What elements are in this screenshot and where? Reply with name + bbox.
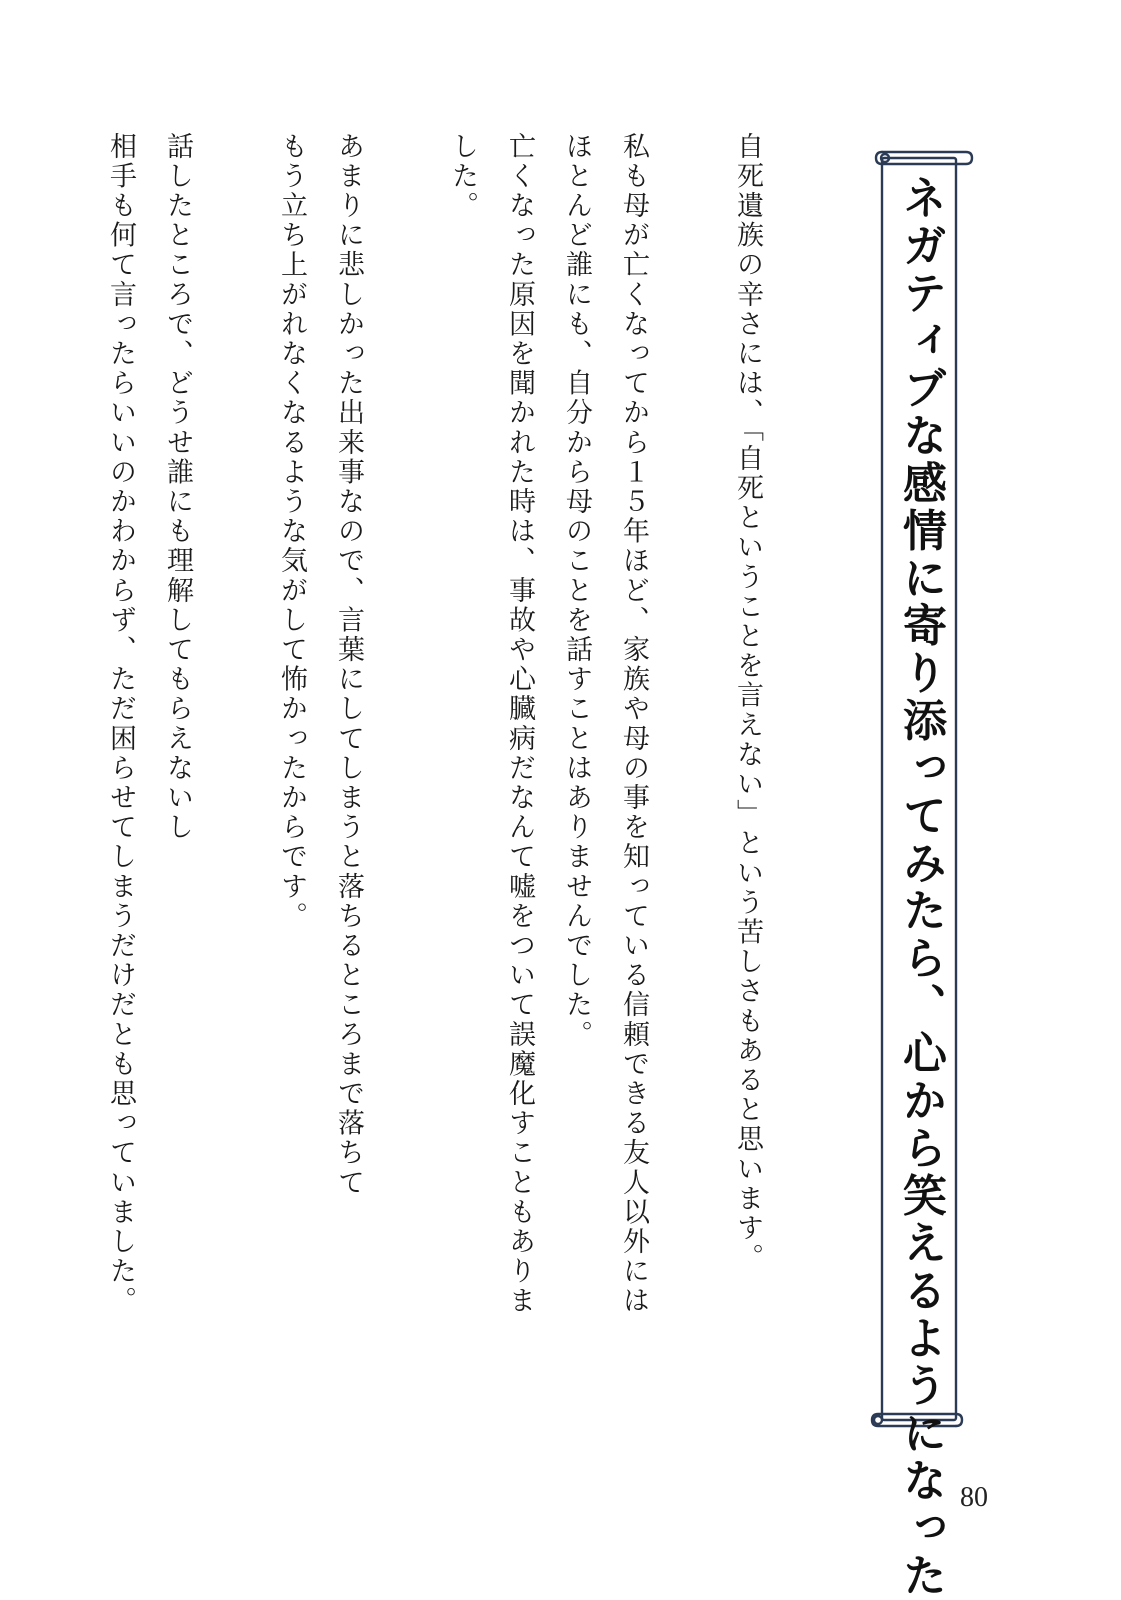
paragraph-gap: [377, 132, 434, 1332]
paragraph-4: 亡くなった原因を聞かれた時は、事故や心臓病だなんて嘘をついて誤魔化すこともありました。: [447, 132, 535, 1316]
paragraph-8: 相手も何て言ったらいいのかわからず、ただ困らせてしまうだけだとも思っていました。: [105, 132, 136, 1316]
paragraph-6: もう立ち上がれなくなるような気がして怖かったからです。: [276, 132, 307, 932]
paragraph-1: 自死遺族の辛さには、「自死ということを言えない」という苦しさもあると思います。: [732, 132, 763, 1273]
body-text: [92, 132, 776, 1332]
paragraph-7: 話したところで、どうせ誰にも理解してもらえないし: [162, 132, 193, 843]
paragraph-gap: [662, 132, 719, 1332]
page-number: 80: [960, 1482, 988, 1513]
paragraph-gap: [206, 132, 263, 1332]
paragraph-2: 私も母が亡くなってから１５年ほど、家族や母の事を知っている信頼できる友人以外には: [618, 132, 649, 1316]
paragraph-5: あまりに悲しかった出来事なので、言葉にしてしまうと落ちるところまで落ちて: [333, 132, 364, 1198]
chapter-title: ネガティブな感情に寄り添ってみたら、心から笑えるようになった: [895, 175, 946, 1600]
paragraph-3: ほとんど誰にも、自分から母のことを話すことはありませんでした。: [561, 132, 592, 1050]
